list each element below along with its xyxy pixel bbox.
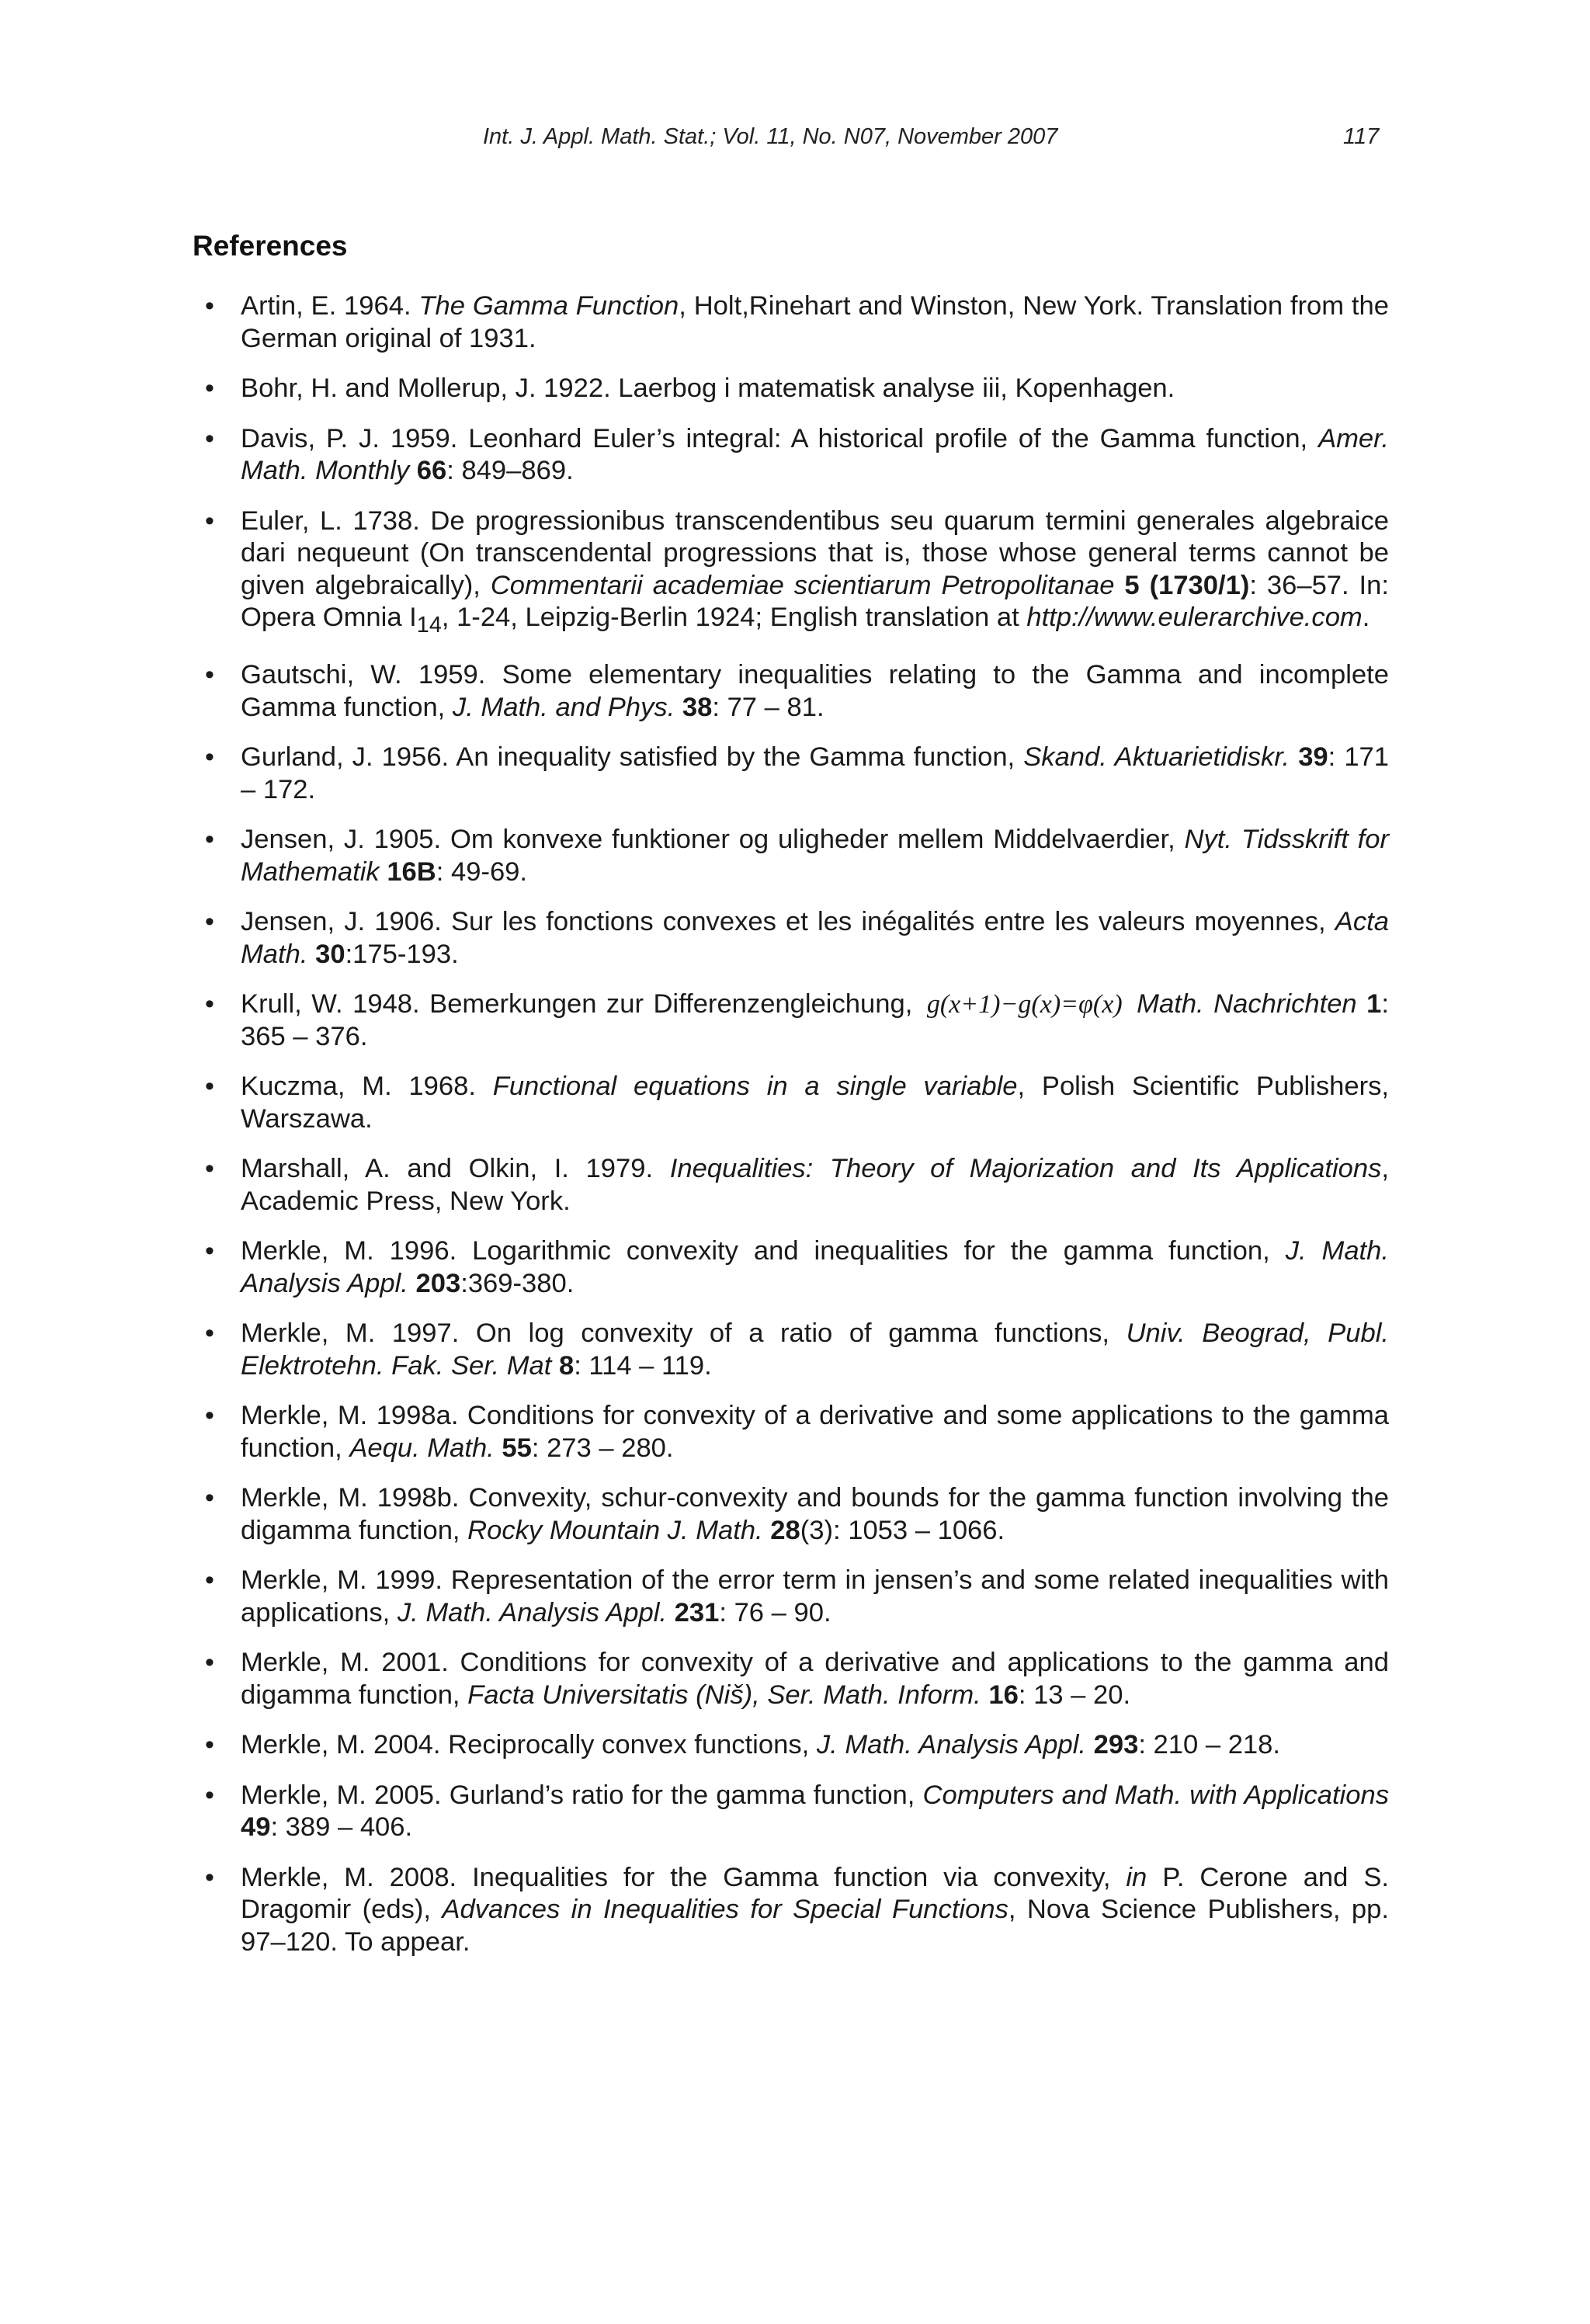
reference-text: Functional equations in a single variable bbox=[492, 1072, 1018, 1102]
reference-text: : 77 – 81. bbox=[712, 692, 825, 722]
reference-text: Merkle, M. 1997. On log convexity of a ratio of gamma functions, bbox=[241, 1318, 1127, 1349]
reference-text: : 849–869. bbox=[446, 456, 574, 485]
reference-text: Artin, E. 1964. bbox=[241, 291, 419, 321]
reference-text: P. Cerone and S. Dragomir (eds), bbox=[241, 1862, 1389, 1925]
reference-item bbox=[203, 373, 1389, 405]
reference-text bbox=[1357, 989, 1367, 1019]
reference-text: Facta Universitatis (Niš), Ser. Math. Inform. bbox=[467, 1680, 981, 1710]
reference-text: 49 bbox=[241, 1812, 271, 1843]
reference-text: Amer. Math. Monthly bbox=[241, 423, 1389, 485]
reference-text: The Gamma Function bbox=[418, 291, 679, 321]
reference-text: Rocky Mountain J. Math. bbox=[467, 1515, 763, 1545]
reference-text: Jensen, J. 1906. Sur les fonctions convexes et les inégalités entre les valeurs moyennes, bbox=[241, 907, 1335, 937]
reference-text: , Nova Science Publishers, pp. 97–120. To appear. bbox=[241, 1895, 1389, 1957]
reference-text: : 76 – 90. bbox=[719, 1597, 831, 1627]
reference-text bbox=[667, 1598, 675, 1627]
reference-text: , Holt,Rinehart and Winston, New York. Translation from the German original of 1931. bbox=[241, 291, 1389, 353]
reference-item bbox=[203, 988, 1389, 1053]
reference-text: :369-380. bbox=[460, 1268, 575, 1298]
reference-text: Merkle, M. 1998a. Conditions for convexity of a derivative and some applications to the gamma function, bbox=[241, 1401, 1389, 1463]
reference-text: Computers and Math. with Applications bbox=[922, 1780, 1389, 1810]
reference-item bbox=[203, 1780, 1389, 1844]
reference-text: 28 bbox=[770, 1515, 800, 1545]
reference-text: Advances in Inequalities for Special Functions bbox=[442, 1895, 1009, 1925]
reference-text: Gautschi, W. 1959. Some elementary inequalities relating to the Gamma and incomplete Gamma function, bbox=[241, 660, 1389, 722]
reference-text: Marshall, A. and Olkin, I. 1979. bbox=[241, 1154, 670, 1184]
reference-item bbox=[203, 505, 1389, 642]
reference-text: 14 bbox=[416, 612, 442, 637]
reference-text: Euler, L. 1738. De progressionibus transcendentibus seu quarum termini generales algebraice dari nequeunt (On transcendental progressions that is, those whose general terms cannot be given algebraically), bbox=[241, 505, 1389, 600]
reference-text bbox=[380, 857, 387, 887]
reference-text: 203 bbox=[415, 1268, 461, 1298]
reference-text bbox=[307, 940, 315, 969]
reference-text: Merkle, M. 2004. Reciprocally convex functions, bbox=[241, 1730, 817, 1760]
reference-text bbox=[763, 1516, 771, 1545]
reference-item bbox=[203, 1729, 1389, 1762]
reference-item bbox=[203, 1647, 1389, 1711]
reference-text: 1 bbox=[1366, 989, 1382, 1020]
reference-text: . bbox=[1362, 603, 1370, 632]
reference-text: J. Math. Analysis Appl. bbox=[397, 1597, 668, 1627]
reference-text bbox=[408, 1269, 416, 1298]
reference-text: J. Math. and Phys. bbox=[452, 692, 675, 722]
running-header: Int. J. Appl. Math. Stat.; Vol. 11, No. N07, November 2007 bbox=[483, 124, 1058, 149]
reference-text: Nyt. Tidsskrift for Mathematik bbox=[241, 825, 1389, 887]
reference-text bbox=[495, 1433, 502, 1463]
reference-text: Merkle, M. 2001. Conditions for convexity of a derivative and applications to the gamma and digamma function, bbox=[241, 1648, 1389, 1710]
reference-item bbox=[203, 1862, 1389, 1959]
reference-text: : 389 – 406. bbox=[270, 1812, 413, 1843]
reference-text: : 365 – 376. bbox=[241, 989, 1390, 1051]
reference-text bbox=[1115, 571, 1125, 600]
reference-text bbox=[551, 1351, 559, 1381]
reference-list bbox=[203, 290, 1389, 1976]
reference-text: , Academic Press, New York. bbox=[241, 1154, 1389, 1216]
reference-text: Acta Math. bbox=[241, 907, 1389, 969]
reference-item bbox=[203, 906, 1389, 971]
reference-item bbox=[203, 1235, 1389, 1300]
reference-text: Davis, P. J. 1959. Leonhard Euler’s integral: A historical profile of the Gamma function, bbox=[241, 423, 1319, 453]
reference-text: Skand. Aktuarietidiskr. bbox=[1023, 742, 1290, 773]
reference-text: Merkle, M. 1996. Logarithmic convexity and inequalities for the gamma function, bbox=[241, 1236, 1286, 1266]
reference-text bbox=[675, 693, 682, 722]
reference-text: Jensen, J. 1905. Om konvexe funktioner og uligheder mellem Middelvaerdier, bbox=[241, 825, 1185, 855]
reference-text: 8 bbox=[558, 1350, 575, 1381]
reference-item bbox=[203, 1071, 1389, 1135]
reference-item bbox=[203, 1153, 1389, 1218]
reference-text: Bohr, H. and Mollerup, J. 1922. Laerbog i matematisk analyse iii, Kopenhagen. bbox=[241, 373, 1175, 403]
reference-item bbox=[203, 290, 1389, 355]
reference-text: Inequalities: Theory of Majorization and Its Applications bbox=[669, 1154, 1382, 1184]
reference-text: Merkle, M. 1998b. Convexity, schur-convexity and bounds for the gamma function involving the digamma function, bbox=[241, 1483, 1389, 1545]
reference-text: 55 bbox=[502, 1433, 532, 1463]
reference-text: : 13 – 20. bbox=[1018, 1680, 1131, 1710]
reference-text: J. Math. Analysis Appl. bbox=[816, 1730, 1087, 1760]
reference-text: 231 bbox=[674, 1597, 720, 1627]
reference-item bbox=[203, 742, 1389, 806]
reference-item bbox=[203, 1565, 1389, 1629]
reference-text bbox=[1290, 742, 1298, 772]
reference-text: : 273 – 280. bbox=[531, 1433, 674, 1463]
reference-text: Merkle, M. 2008. Inequalities for the Gamma function via convexity, bbox=[241, 1862, 1127, 1892]
reference-item bbox=[203, 1482, 1389, 1547]
reference-text: : 36–57. In: Opera Omnia I bbox=[241, 570, 1389, 632]
reference-item bbox=[203, 1318, 1389, 1382]
reference-text: 293 bbox=[1093, 1730, 1139, 1760]
reference-text: Merkle, M. 2005. Gurland’s ratio for the gamma function, bbox=[241, 1780, 923, 1810]
reference-text: Math. Nachrichten bbox=[1137, 989, 1357, 1020]
reference-text bbox=[981, 1680, 989, 1710]
reference-text: : 49-69. bbox=[436, 856, 528, 887]
reference-item bbox=[203, 824, 1389, 888]
reference-text: Univ. Beograd, Publ. Elektrotehn. Fak. Ser. Mat bbox=[241, 1318, 1389, 1381]
reference-text: in bbox=[1126, 1862, 1147, 1892]
reference-item bbox=[203, 1400, 1389, 1464]
reference-text: 30 bbox=[315, 939, 345, 969]
reference-text bbox=[1127, 989, 1137, 1019]
reference-text: Aequ. Math. bbox=[349, 1433, 495, 1463]
reference-item bbox=[203, 423, 1389, 488]
reference-text: :175-193. bbox=[345, 939, 459, 969]
reference-text: Commentarii academiae scientiarum Petropolitanae bbox=[490, 570, 1115, 600]
reference-text: http://www.eulerarchive.com bbox=[1026, 603, 1363, 632]
reference-text: J. Math. Analysis Appl. bbox=[241, 1236, 1390, 1298]
reference-text: 39 bbox=[1298, 742, 1328, 773]
reference-item bbox=[203, 659, 1389, 724]
reference-text: Krull, W. 1948. Bemerkungen zur Differenzengleichung, bbox=[241, 989, 922, 1020]
reference-text bbox=[409, 456, 417, 485]
reference-text: Kuczma, M. 1968. bbox=[241, 1072, 493, 1102]
reference-text: 16B bbox=[387, 856, 436, 887]
reference-text: , 1-24, Leipzig-Berlin 1924; English translation at bbox=[441, 603, 1027, 632]
reference-text bbox=[1086, 1730, 1094, 1760]
reference-text: : 210 – 218. bbox=[1138, 1730, 1280, 1760]
reference-text: , Polish Scientific Publishers, Warszawa. bbox=[241, 1072, 1389, 1134]
formula: g(x+1)−g(x)=φ(x) bbox=[926, 990, 1123, 1020]
reference-text: Merkle, M. 1999. Representation of the error term in jensen’s and some related inequalities with applications, bbox=[241, 1565, 1389, 1627]
reference-text: 38 bbox=[682, 692, 713, 722]
reference-text: 5 (1730/1) bbox=[1124, 570, 1250, 600]
page-number: 117 bbox=[1343, 124, 1380, 149]
reference-text: (3): 1053 – 1066. bbox=[800, 1515, 1005, 1545]
section-title: References bbox=[193, 230, 348, 262]
reference-text: 66 bbox=[416, 456, 447, 485]
reference-text: : 114 – 119. bbox=[574, 1350, 712, 1381]
reference-text: : 171 – 172. bbox=[241, 742, 1390, 804]
reference-text: Gurland, J. 1956. An inequality satisfied by the Gamma function, bbox=[241, 742, 1024, 773]
reference-text: 16 bbox=[988, 1680, 1019, 1710]
